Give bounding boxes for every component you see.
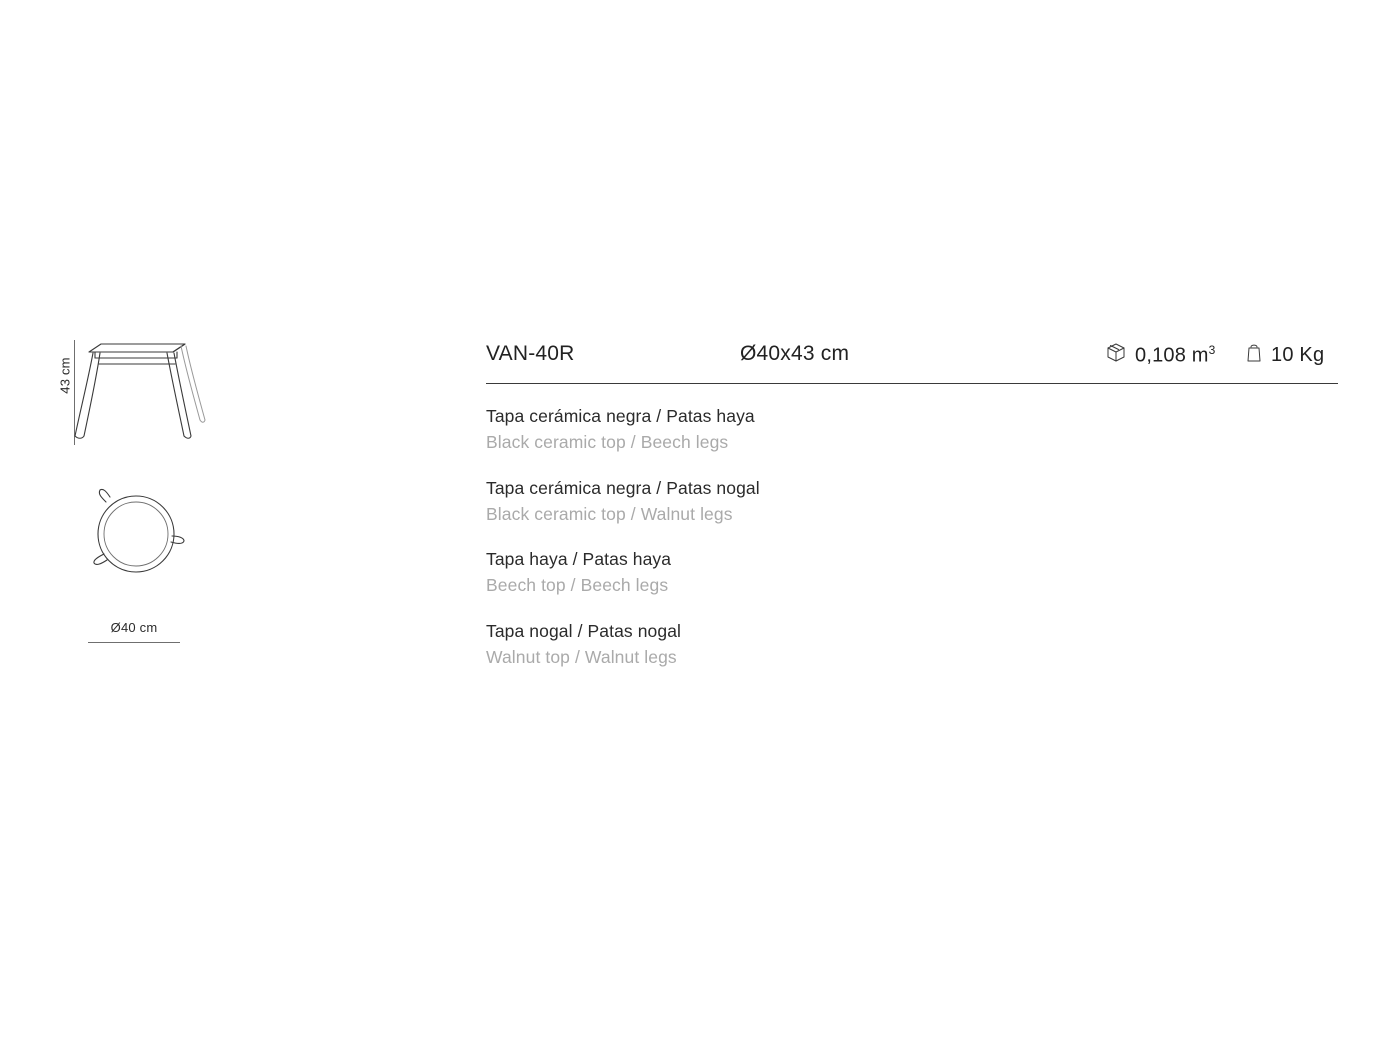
spec-header: [486, 342, 1338, 378]
variant-label-es: Tapa nogal / Patas nogal: [486, 620, 682, 641]
technical-drawings: [0, 0, 440, 700]
box-volume-icon: [1106, 342, 1126, 369]
weight-metric: [1246, 342, 1324, 369]
diameter-dimension-label: Ø40 cm: [110, 620, 158, 635]
side-elevation-drawing: [55, 340, 235, 455]
volume-unit-exponent: 3: [1208, 343, 1216, 358]
variant-label-es: Tapa cerámica negra / Patas nogal: [486, 477, 760, 498]
weight-icon: [1246, 342, 1262, 369]
diameter-dimension: [88, 620, 180, 650]
product-spec-block: [486, 342, 1338, 670]
variant-label-en: Black ceramic top / Walnut legs: [486, 503, 733, 524]
variant-label-en: Beech top / Beech legs: [486, 575, 669, 596]
diameter-dimension-line: [88, 642, 180, 643]
variant-label-es: Tapa cerámica negra / Patas haya: [486, 406, 755, 426]
variant-row: [486, 456, 1338, 528]
variant-label-es: Tapa haya / Patas haya: [486, 549, 672, 569]
volume-value: 0,108 $m^3$: [1135, 343, 1216, 367]
product-code: VAN-40R: [486, 342, 575, 365]
weight-value: 10 Kg: [1271, 344, 1325, 366]
volume-metric: [1106, 342, 1216, 369]
variant-row: [486, 599, 1338, 671]
plan-view-drawing: [80, 478, 205, 588]
variant-row: [486, 527, 1338, 599]
variant-label-en: Walnut top / Walnut legs: [486, 646, 677, 667]
product-dimensions: Ø40x43 cm: [740, 342, 850, 365]
height-dimension-label: 43 cm: [57, 357, 73, 394]
variant-row: [486, 384, 1338, 456]
variant-label-en: Black ceramic top / Beech legs: [486, 432, 729, 453]
